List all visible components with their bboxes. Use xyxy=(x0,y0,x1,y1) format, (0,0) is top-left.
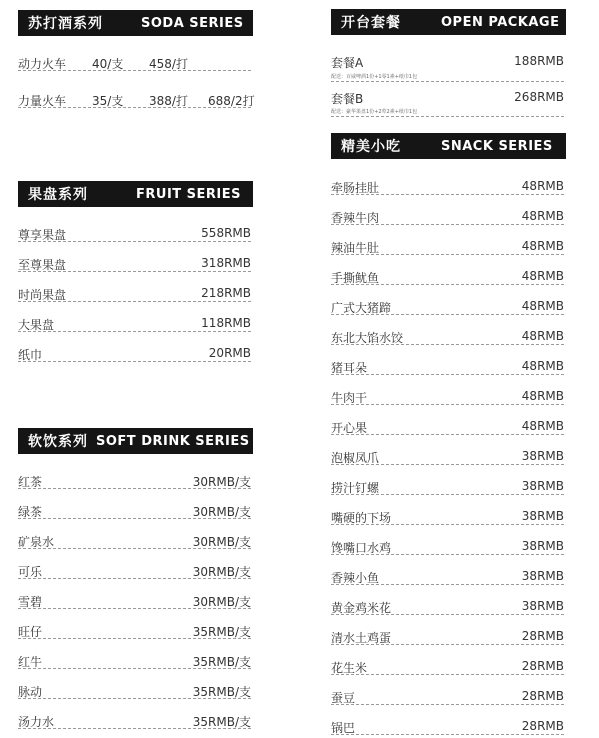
snack-item-name: 辣油牛肚 xyxy=(331,241,380,255)
snack-item xyxy=(331,387,564,405)
snack-item xyxy=(331,567,564,585)
snack-item-name: 东北大馅水饺 xyxy=(331,331,404,345)
package-divider xyxy=(331,116,564,117)
snack-item-name: 香辣牛肉 xyxy=(331,211,380,225)
fruit-item-price: 218RMB xyxy=(201,286,251,300)
snack-item xyxy=(331,327,564,345)
snack-item-name: 花生米 xyxy=(331,661,368,675)
snack-item-price: 38RMB xyxy=(521,479,564,493)
softdrink-item-name: 可乐 xyxy=(18,565,43,579)
softdrink-item-name: 脉动 xyxy=(18,685,43,699)
soda-title-en: SODA SERIES xyxy=(141,15,244,31)
soda-item xyxy=(18,53,251,71)
fruit-item xyxy=(18,254,251,272)
snack-item-name: 蚕豆 xyxy=(331,691,356,705)
fruit-item xyxy=(18,224,251,242)
softdrink-item-name: 旺仔 xyxy=(18,625,43,639)
fruit-item xyxy=(18,314,251,332)
softdrink-item xyxy=(18,621,251,639)
fruit-header xyxy=(18,181,253,207)
softdrink-header xyxy=(18,428,253,454)
snack-item-name: 香辣小鱼 xyxy=(331,571,380,585)
soda-item-unit: 35/支 xyxy=(92,94,124,108)
package-item-price: 268RMB xyxy=(514,90,564,104)
package-header xyxy=(331,9,566,35)
package-item-name: 套餐A xyxy=(331,56,364,70)
fruit-item xyxy=(18,344,251,362)
snack-item-price: 48RMB xyxy=(521,419,564,433)
fruit-item-name: 纸巾 xyxy=(18,348,43,362)
softdrink-title-en: SOFT DRINK SERIES xyxy=(96,433,250,449)
snack-item-name: 泡椒凤爪 xyxy=(331,451,380,465)
snack-item xyxy=(331,717,564,735)
snack-item-name: 广式大猪蹄 xyxy=(331,301,392,315)
snack-item xyxy=(331,537,564,555)
softdrink-item-price: 30RMB/支 xyxy=(192,595,251,609)
snack-item xyxy=(331,657,564,675)
snack-item-price: 38RMB xyxy=(521,569,564,583)
snack-item-price: 28RMB xyxy=(521,689,564,703)
fruit-item-price: 20RMB xyxy=(208,346,251,360)
snack-title-cn: 精美小吃 xyxy=(341,139,401,155)
fruit-item-price: 118RMB xyxy=(201,316,251,330)
softdrink-item xyxy=(18,711,251,729)
snack-item-name: 馋嘴口水鸡 xyxy=(331,541,392,555)
snack-title-en: SNACK SERIES xyxy=(441,138,553,154)
softdrink-item-price: 35RMB/支 xyxy=(192,625,251,639)
package-divider xyxy=(331,81,564,82)
softdrink-item-price: 35RMB/支 xyxy=(192,655,251,669)
softdrink-item xyxy=(18,651,251,669)
package-item-note: 配送：百威啤酒1份+1零1素+纸巾1包 xyxy=(331,74,418,80)
snack-item-price: 48RMB xyxy=(521,269,564,283)
softdrink-item-price: 30RMB/支 xyxy=(192,535,251,549)
snack-header xyxy=(331,133,566,159)
snack-item-price: 48RMB xyxy=(521,329,564,343)
package-item-name: 套餐B xyxy=(331,92,364,106)
snack-item xyxy=(331,417,564,435)
snack-item-name: 开心果 xyxy=(331,421,368,435)
package-title-cn: 开台套餐 xyxy=(341,15,401,31)
softdrink-item-price: 30RMB/支 xyxy=(192,475,251,489)
fruit-item xyxy=(18,284,251,302)
snack-item-price: 38RMB xyxy=(521,539,564,553)
snack-item xyxy=(331,237,564,255)
snack-item-name: 牛肉干 xyxy=(331,391,368,405)
soda-item-p1: 388/打 xyxy=(149,94,188,108)
softdrink-item-price: 30RMB/支 xyxy=(192,565,251,579)
snack-item xyxy=(331,357,564,375)
package-item xyxy=(331,88,564,106)
snack-item-name: 嘴硬的下场 xyxy=(331,511,392,525)
snack-item-name: 锅巴 xyxy=(331,721,356,735)
fruit-item-name: 至尊果盘 xyxy=(18,258,67,272)
snack-item-name: 手撕鱿鱼 xyxy=(331,271,380,285)
snack-item-name: 猪耳朵 xyxy=(331,361,368,375)
softdrink-item-name: 汤力水 xyxy=(18,715,55,729)
snack-item-price: 38RMB xyxy=(521,449,564,463)
snack-item-price: 48RMB xyxy=(521,239,564,253)
snack-item xyxy=(331,297,564,315)
soda-item xyxy=(18,90,255,108)
snack-item xyxy=(331,477,564,495)
snack-item-price: 48RMB xyxy=(521,389,564,403)
fruit-title-cn: 果盘系列 xyxy=(28,187,88,203)
snack-item xyxy=(331,177,564,195)
softdrink-item xyxy=(18,501,251,519)
snack-item-price: 48RMB xyxy=(521,179,564,193)
softdrink-title-cn: 软饮系列 xyxy=(28,434,88,450)
snack-item-name: 黄金鸡米花 xyxy=(331,601,392,615)
snack-item-name: 捞汁钉螺 xyxy=(331,481,380,495)
softdrink-item xyxy=(18,561,251,579)
snack-item-name: 牵肠挂肚 xyxy=(331,181,380,195)
soda-item-name: 动力火车 xyxy=(18,57,67,71)
softdrink-item-name: 矿泉水 xyxy=(18,535,55,549)
fruit-item-price: 558RMB xyxy=(201,226,251,240)
snack-item xyxy=(331,507,564,525)
fruit-item-price: 318RMB xyxy=(201,256,251,270)
snack-item-price: 28RMB xyxy=(521,659,564,673)
snack-item xyxy=(331,627,564,645)
snack-item xyxy=(331,447,564,465)
softdrink-item-name: 红茶 xyxy=(18,475,43,489)
snack-item-name: 清水土鸡蛋 xyxy=(331,631,392,645)
snack-item-price: 48RMB xyxy=(521,359,564,373)
package-title-en: OPEN PACKAGE xyxy=(441,14,560,30)
softdrink-item xyxy=(18,591,251,609)
soda-item-p2: 688/2打 xyxy=(208,94,255,108)
snack-item-price: 38RMB xyxy=(521,599,564,613)
snack-item xyxy=(331,597,564,615)
soda-header xyxy=(18,10,253,36)
snack-item xyxy=(331,207,564,225)
snack-item-price: 28RMB xyxy=(521,629,564,643)
soda-title-cn: 苏打酒系列 xyxy=(28,16,103,32)
fruit-item-name: 时尚果盘 xyxy=(18,288,67,302)
fruit-item-name: 大果盘 xyxy=(18,318,55,332)
snack-item xyxy=(331,687,564,705)
softdrink-item xyxy=(18,681,251,699)
softdrink-item-name: 红牛 xyxy=(18,655,43,669)
softdrink-item-name: 绿茶 xyxy=(18,505,43,519)
fruit-title-en: FRUIT SERIES xyxy=(136,186,242,202)
snack-item-price: 48RMB xyxy=(521,299,564,313)
softdrink-item xyxy=(18,471,251,489)
snack-item-price: 28RMB xyxy=(521,719,564,733)
snack-item xyxy=(331,267,564,285)
package-item xyxy=(331,52,564,70)
soda-item-p1: 458/打 xyxy=(149,57,188,71)
package-item-price: 188RMB xyxy=(514,54,564,68)
softdrink-item xyxy=(18,531,251,549)
package-item-note: 配送：豪华果盘1份+2荤2素+纸巾1包 xyxy=(331,109,418,115)
fruit-item-name: 尊享果盘 xyxy=(18,228,67,242)
softdrink-item-price: 35RMB/支 xyxy=(192,685,251,699)
snack-item-price: 48RMB xyxy=(521,209,564,223)
soda-item-unit: 40/支 xyxy=(92,57,124,71)
softdrink-item-name: 雪碧 xyxy=(18,595,43,609)
soda-item-name: 力量火车 xyxy=(18,94,67,108)
snack-item-price: 38RMB xyxy=(521,509,564,523)
softdrink-item-price: 35RMB/支 xyxy=(192,715,251,729)
softdrink-item-price: 30RMB/支 xyxy=(192,505,251,519)
